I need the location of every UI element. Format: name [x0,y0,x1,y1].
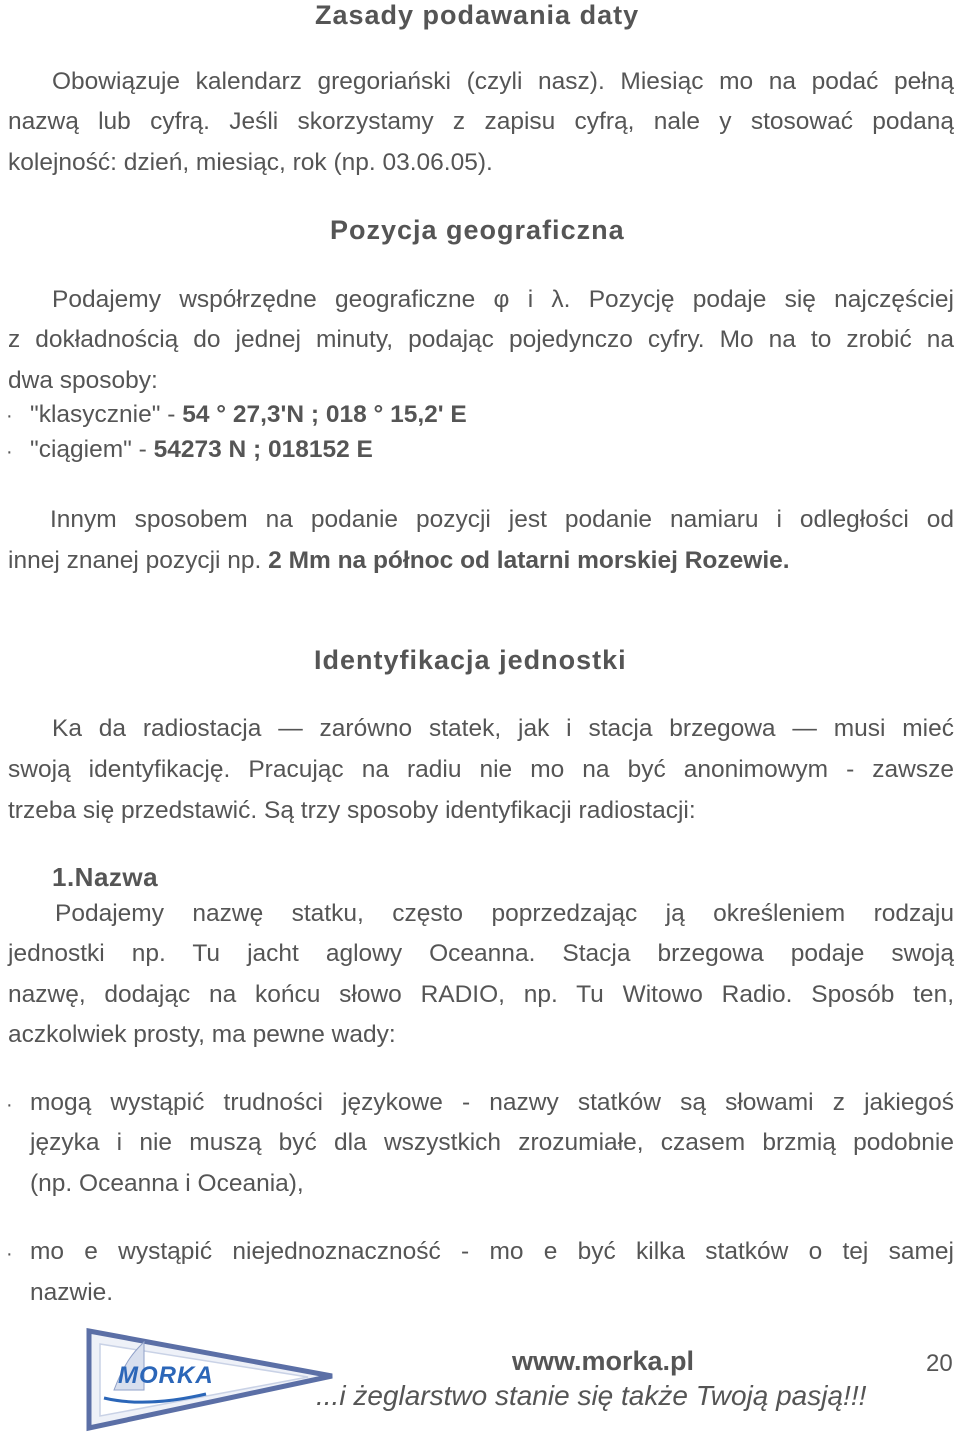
drawback-1-line-2: języka i nie muszą być dla wszystkich zrozumiałe, czasem brzmią podobnie [30,1129,954,1156]
heading-geographic-position: Pozycja geograficzna [330,215,625,245]
classic-label: "klasycznie" - [30,401,183,428]
bearing-prefix: innej znanej pozycji np. [8,547,269,574]
slogan: ...i żeglarstwo stanie się także Twoją pasją!!! [316,1380,867,1411]
ident-line-2: swoją identyfikację. Pracując na radiu nie mo na być anonimowym - zawsze [8,756,954,783]
drawback-2-line-1: mo e wystąpić niejednoznaczność - mo e być kilka statków o tej samej [30,1238,954,1265]
position-format-continuous [30,435,960,465]
bearing-example: 2 Mm na północ od latarni morskiej Rozewie. [268,547,790,574]
name-line-1: Podajemy nazwę statku, często poprzedzając ją określeniem rodzaju [55,900,954,927]
position-line-2: z dokładnością do jednej minuty, podając pojedynczo cyfry. Mo na to zrobić na [8,326,954,353]
drawback-1-line-1: mogą wystąpić trudności językowe - nazwy statków są słowami z jakiegoś [30,1089,954,1116]
bullet-marker: · [6,441,13,463]
name-line-4: aczkolwiek prosty, ma pewne wady: [8,1021,396,1048]
date-rules-line-2: nazwą lub cyfrą. Jeśli skorzystamy z zapisu cyfrą, nale y stosować podaną [8,108,954,135]
position-line-1: Podajemy współrzędne geograficzne φ i λ. Pozycję podaje się najczęściej [52,286,954,313]
website-url[interactable]: www.morka.pl [512,1346,695,1376]
subheading-name: 1.Nazwa [52,862,159,892]
morka-logo [86,1328,336,1432]
bullet-marker: · [6,1243,13,1265]
name-line-3: nazwę, dodając na końcu słowo RADIO, np. Tu Witowo Radio. Sposób ten, [8,981,954,1008]
name-line-2: jednostki np. Tu jacht aglowy Oceanna. Stacja brzegowa podaje swoją [8,940,954,967]
position-line-3: dwa sposoby: [8,367,158,394]
continuous-label: "ciągiem" - [30,436,154,463]
classic-example: 54 ° 27,3'N ; 018 ° 15,2' E [182,401,467,428]
date-rules-line-1: Obowiązuje kalendarz gregoriański (czyli nasz). Miesiąc mo na podać pełną [52,68,954,95]
ident-line-3: trzeba się przedstawić. Są trzy sposoby identyfikacji radiostacji: [8,797,696,824]
continuous-example: 54273 N ; 018152 E [153,436,373,463]
bearing-line-2 [8,546,954,576]
heading-date-rules: Zasady podawania daty [315,0,640,30]
bullet-marker: · [6,1094,13,1116]
bullet-marker: · [6,405,13,427]
drawback-1-line-3: (np. Oceanna i Oceania), [30,1170,304,1197]
logo-wordmark: MORKA [118,1362,214,1389]
position-format-classic [30,400,960,430]
date-rules-line-3: kolejność: dzień, miesiąc, rok (np. 03.06.05). [8,149,493,176]
ident-line-1: Ka da radiostacja — zarówno statek, jak i stacja brzegowa — musi mieć [52,715,954,742]
heading-identification: Identyfikacja jednostki [314,645,627,675]
bearing-line-1: Innym sposobem na podanie pozycji jest podanie namiaru i odległości od [50,506,954,533]
page-number: 20 [926,1350,953,1377]
drawback-2-line-2: nazwie. [30,1279,114,1306]
